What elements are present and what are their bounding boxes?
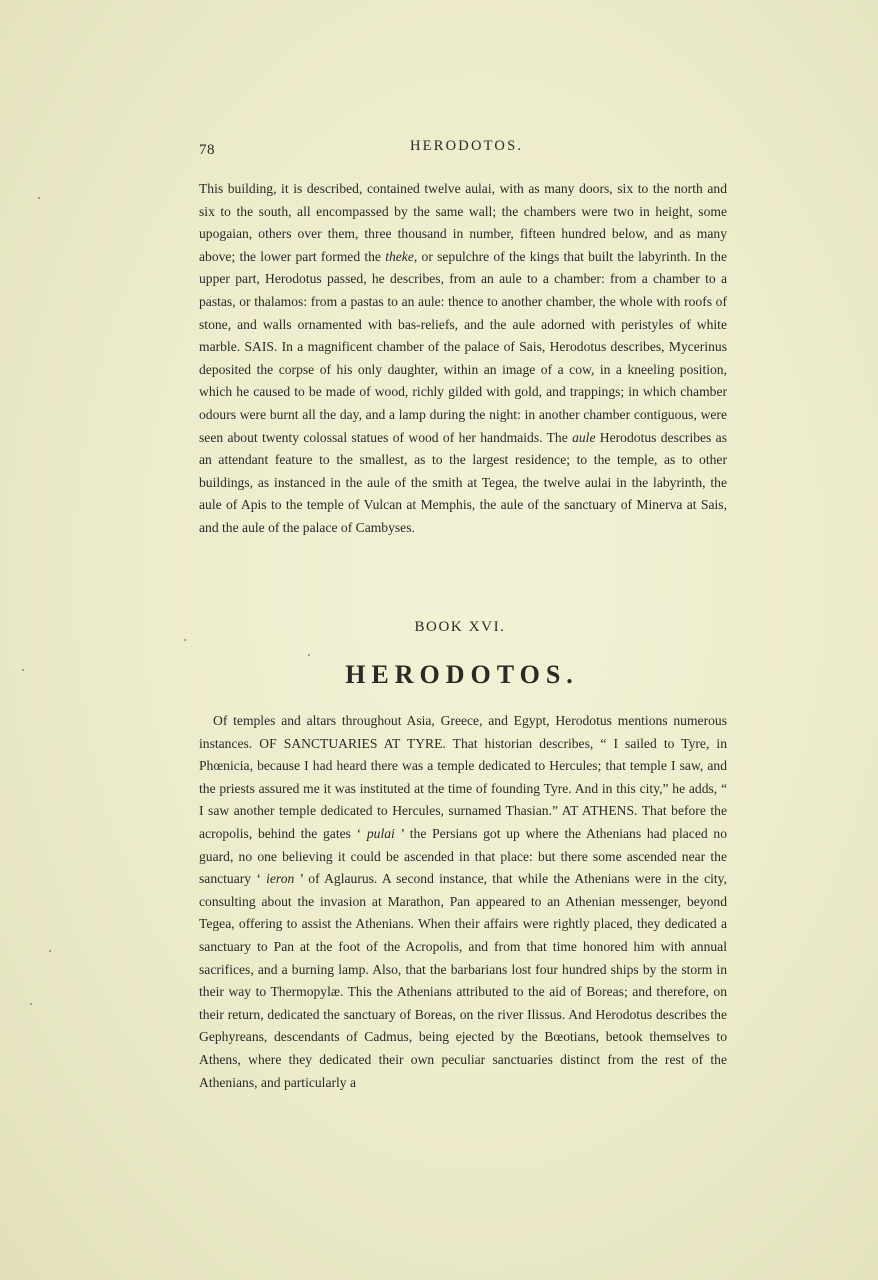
page-speck — [30, 1003, 32, 1005]
page-speck — [22, 669, 24, 671]
book-title-heading: HERODOTOS. — [345, 660, 579, 689]
paragraph-temples-altars — [199, 710, 727, 1094]
page-speck — [38, 197, 40, 199]
running-head: HERODOTOS. — [410, 138, 524, 154]
paragraph-labyrinth-sais: This building, it is described, contained twelve aulai, with as many doors, six to the north and six to the south, all encompassed by the same wall; the chambers were two in height, some upogaian, others over them, three thousand in number, fifteen hundred below, and as many above; the lower part formed the theke, or sepulchre of the kings that built the labyrinth. In the upper part, Herodotus passed, he describes, from an aule to a chamber: from a chamber to a pastas, or thalamos: from a pastas to an aule: thence to another chamber, the whole with roofs of stone, and walls ornamented with bas-reliefs, and the aule adorned with peristyles of white marble. SAIS. In a magnificent chamber of the palace of Sais, Herodotus describes, Mycerinus deposited the corpse of his only daughter, within an image of a cow, in a kneeling position, which he caused to be made of wood, richly gilded with gold, and trappings; in which chamber odours were burnt all the day, and a lamp during the night: in another chamber contiguous, were seen about twenty colossal statues of wood of her handmaids. The aule Herodotus describes as an attendant feature to the smallest, as to the largest residence; to the temple, as to other buildings, as instanced in the aule of the smith at Tegea, the twelve aulai in the labyrinth, the aule of Apis to the temple of Vulcan at Memphis, the aule of the sanctuary of Minerva at Sais, and the aule of the palace of Cambyses. — [199, 181, 727, 535]
page-speck — [308, 654, 310, 656]
book-number-heading: BOOK XVI. — [414, 619, 506, 635]
page-number: 78 — [199, 142, 215, 158]
page-speck — [49, 950, 51, 952]
page-speck — [184, 639, 186, 641]
paragraph-temples-altars-text: Of temples and altars throughout Asia, Greece, and Egypt, Herodotus mentions numerous instances. OF SANCTUARIES AT TYRE. That historian describes, “ I sailed to Tyre, in Phœnicia, because I had heard there was a temple dedicated to Hercules; that temple I saw, and the priests assured me it was instituted at the time of founding Tyre. And in this city,” he adds, “ I saw another temple dedicated to Hercules, surnamed Thasian.” AT ATHENS. That before the acropolis, behind the gates ‘ pulai ’ the Persians got up where the Athenians had placed no guard, no one believing it could be ascended in that place: but there some ascended near the sanctuary ‘ ieron ’ of Aglaurus. A second instance, that while the Athenians were in the city, consulting about the invasion at Marathon, Pan appeared to an Athenian messenger, beyond Tegea, offering to assist the Athenians. When their affairs were rightly placed, they dedicated a sanctuary to Pan at the foot of the Acropolis, and from that time honored him with annual sacrifices, and a burning lamp. Also, that the barbarians lost four hundred ships by the storm in their way to Thermopylæ. This the Athenians attributed to the aid of Boreas; and therefore, on their return, dedicated the sanctuary of Boreas, on the river Ilissus. And Herodotus describes the Gephyreans, descendants of Cadmus, being ejected by the Bœotians, betook themselves to Athens, where they dedicated their own peculiar sanctuaries distinct from the rest of the Athenians, and particularly a — [199, 713, 727, 1090]
